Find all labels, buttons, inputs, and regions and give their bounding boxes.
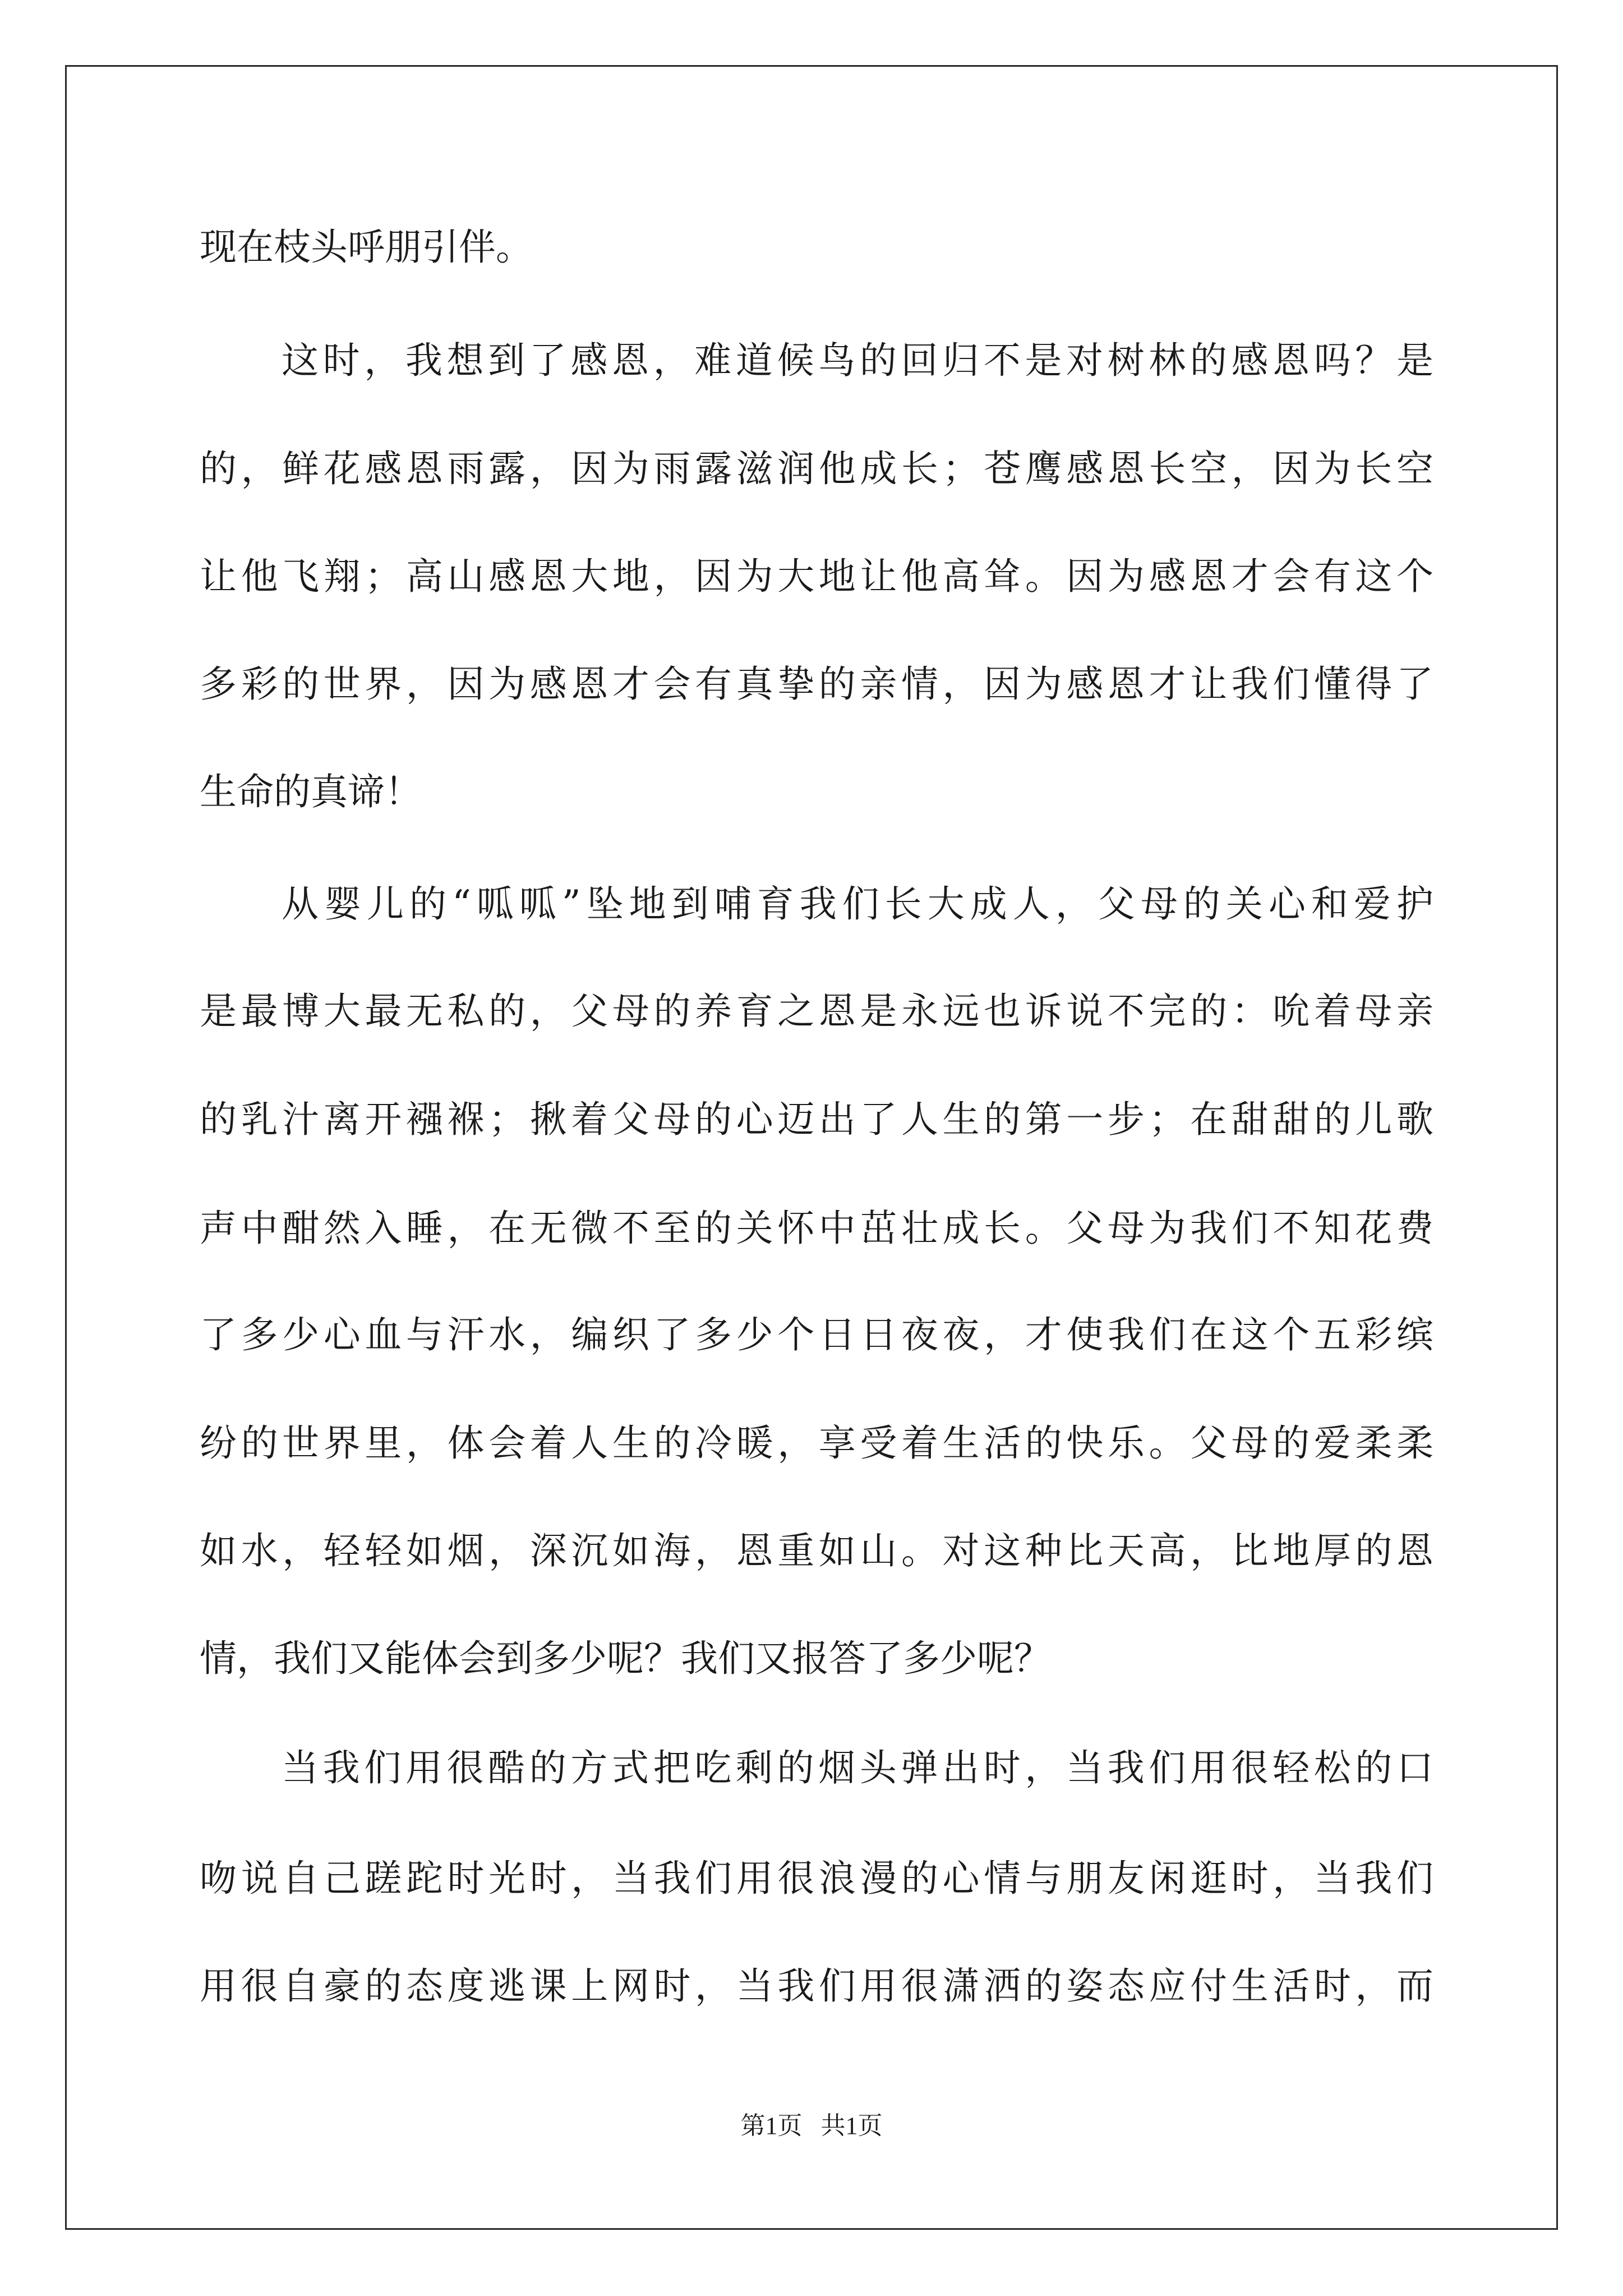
page-number-footer: 第1页 共1页 xyxy=(740,2112,883,2139)
text-line: 情，我们又能体会到多少呢？我们又报答了多少呢？ xyxy=(200,1637,1051,1680)
text-line: 多彩的世界，因为感恩才会有真挚的亲情，因为感恩才让我们懂得了 xyxy=(200,662,1433,706)
text-line: 吻说自己蹉跎时光时，当我们用很浪漫的心情与朋友闲逛时，当我们 xyxy=(200,1857,1433,1900)
text-line: 当我们用很酷的方式把吃剩的烟头弹出时，当我们用很轻松的口 xyxy=(282,1746,1433,1789)
text-line: 了多少心血与汗水，编织了多少个日日夜夜，才使我们在这个五彩缤 xyxy=(200,1313,1433,1356)
text-line: 这时，我想到了感恩，难道候鸟的回归不是对树林的感恩吗？是 xyxy=(282,339,1433,382)
text-line: 是最博大最无私的，父母的养育之恩是永远也诉说不完的：吮着母亲 xyxy=(200,990,1433,1033)
page-border xyxy=(65,65,1558,2230)
text-line: 纷的世界里，体会着人生的冷暖，享受着生活的快乐。父母的爱柔柔 xyxy=(200,1421,1433,1465)
text-line: 让他飞翔；高山感恩大地，因为大地让他高耸。因为感恩才会有这个 xyxy=(200,555,1433,598)
text-line: 声中酣然入睡，在无微不至的关怀中茁壮成长。父母为我们不知花费 xyxy=(200,1207,1433,1250)
text-line: 生命的真谛！ xyxy=(200,770,422,813)
text-line: 用很自豪的态度逃课上网时，当我们用很潇洒的姿态应付生活时，而 xyxy=(200,1964,1433,2008)
text-line: 从婴儿的“呱呱”坠地到哺育我们长大成人，父母的关心和爱护 xyxy=(282,882,1433,926)
text-line: 如水，轻轻如烟，深沉如海，恩重如山。对这种比天高，比地厚的恩 xyxy=(200,1529,1433,1572)
text-line: 的，鲜花感恩雨露，因为雨露滋润他成长；苍鹰感恩长空，因为长空 xyxy=(200,447,1433,490)
text-line: 现在枝头呼朋引伴。 xyxy=(200,226,533,269)
text-line: 的乳汁离开襁褓；揪着父母的心迈出了人生的第一步；在甜甜的儿歌 xyxy=(200,1098,1433,1141)
